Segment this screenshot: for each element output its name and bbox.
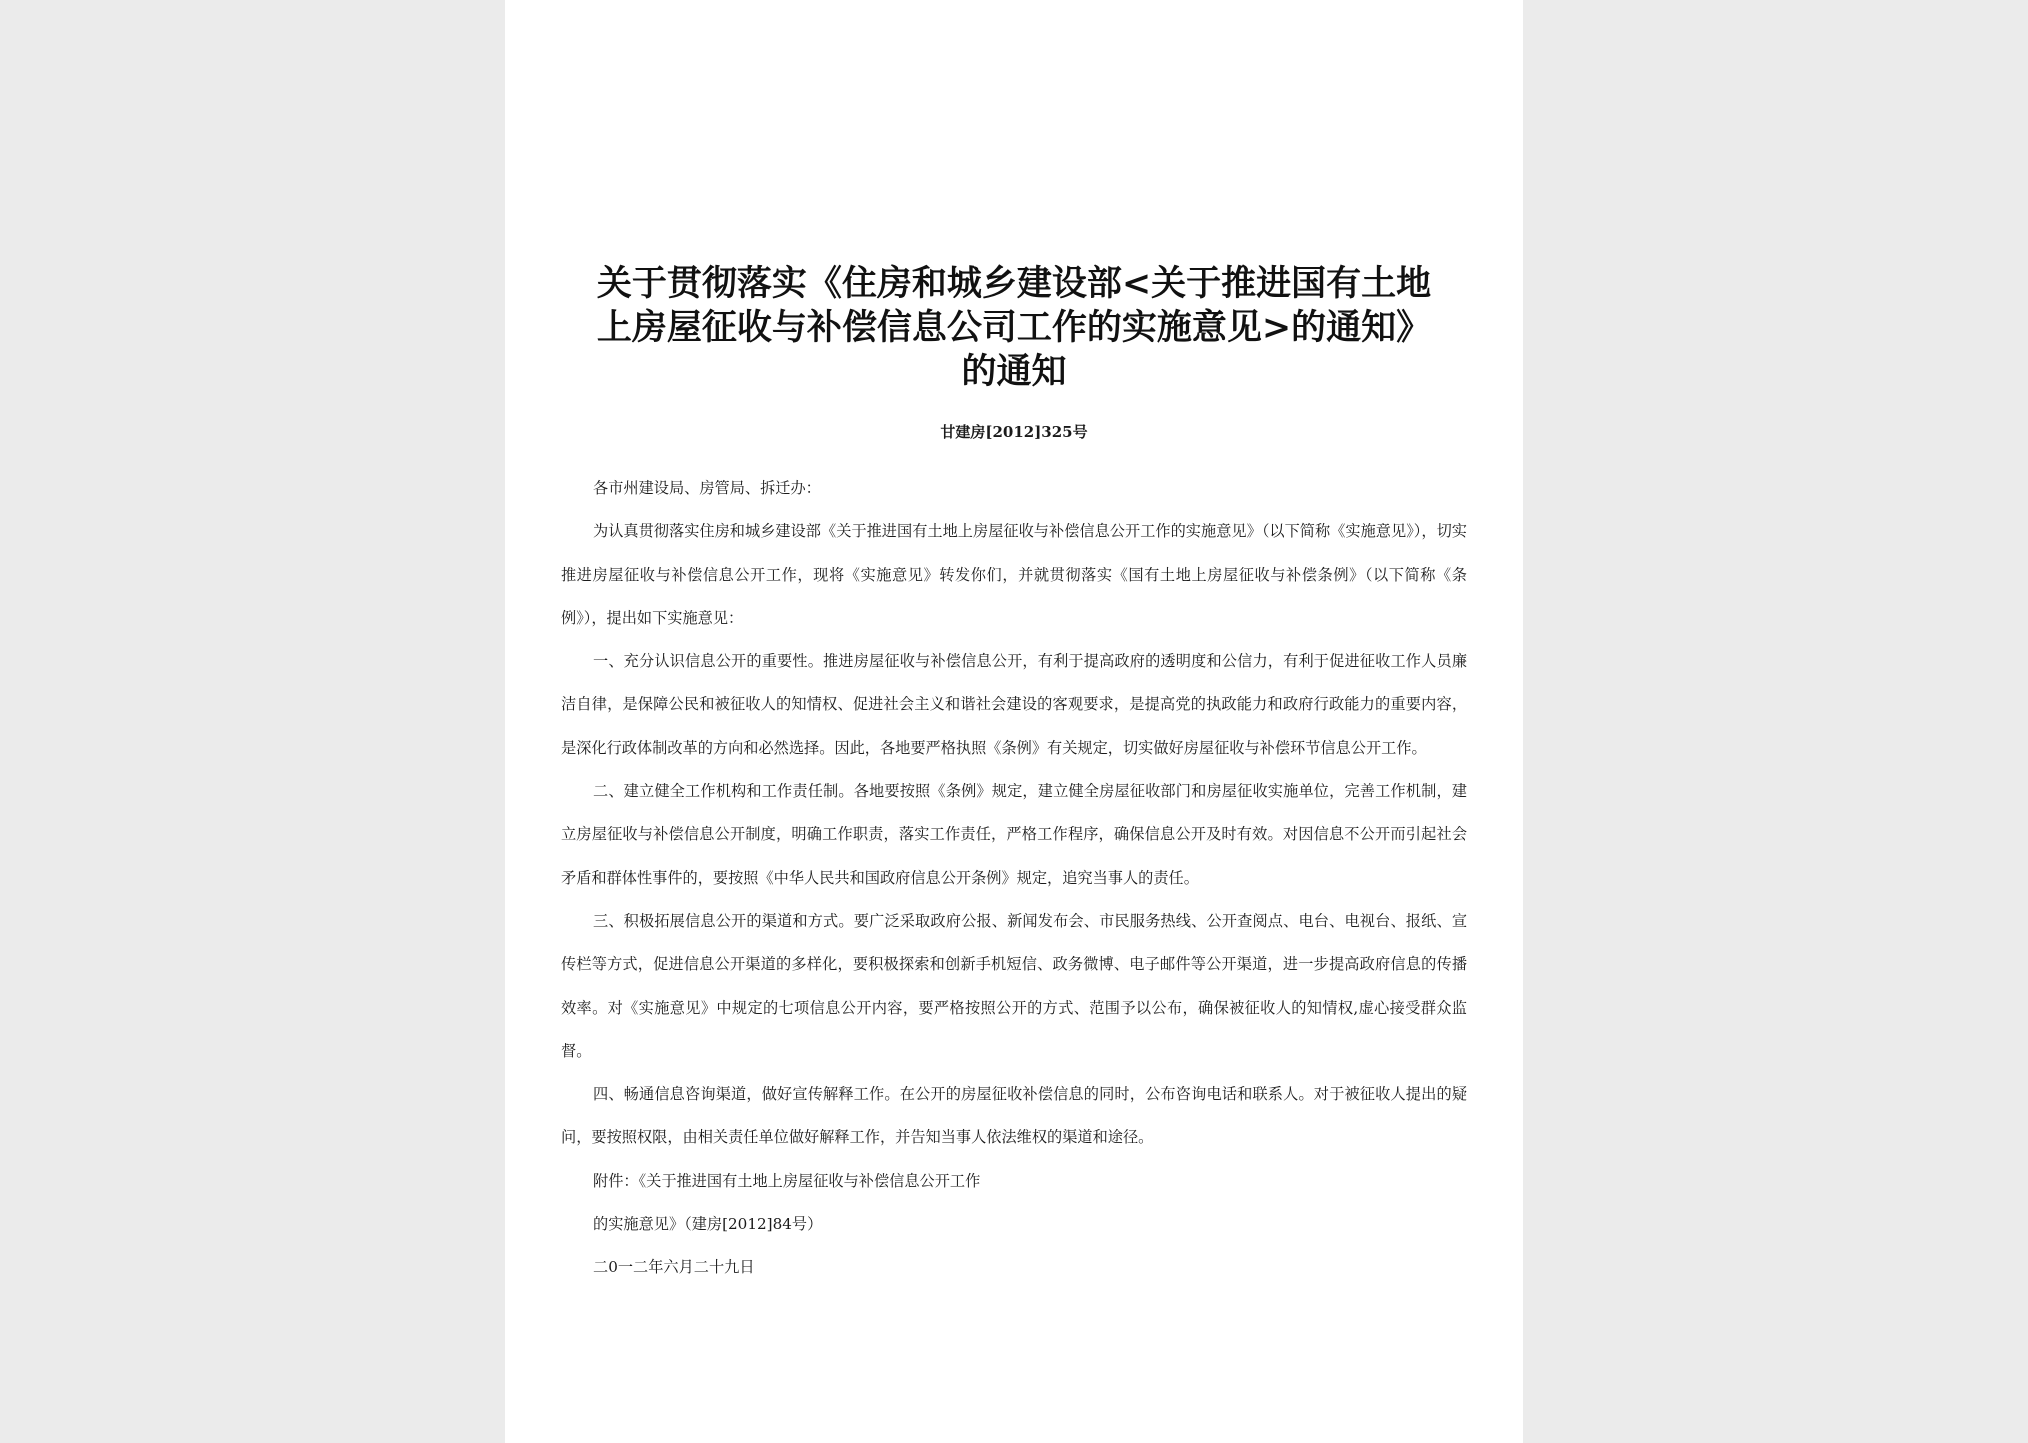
attachment-line-2: 的实施意见》（建房[2012]84号） [593, 1215, 823, 1234]
document-number: 甘建房[2012]325号 [940, 423, 1088, 441]
title-line-3: 的通知 [961, 351, 1067, 392]
attachment-line-1: 附件：《关于推进国有土地上房屋征收与补偿信息公开工作 [593, 1171, 981, 1190]
document-page [505, 0, 1523, 1443]
document-date: 二0一二年六月二十九日 [593, 1258, 755, 1277]
document-title [555, 262, 1473, 394]
paragraph-intro: 为认真贯彻落实住房和城乡建设部《关于推进国有土地上房屋征收与补偿信息公开工作的实施意见》（以下简称《实施意见》），切实推进房屋征收与补偿信息公开工作，现将《实施意见》转发你们，并就贯彻落实《国有土地上房屋征收与补偿条例》（以下简称《条例》），提出如下实施意见： [561, 522, 1467, 627]
paragraph-section-2: 二、建立健全工作机构和工作责任制。各地要按照《条例》规定，建立健全房屋征收部门和房屋征收实施单位，完善工作机制，建立房屋征收与补偿信息公开制度，明确工作职责，落实工作责任，严格工作程序，确保信息公开及时有效。对因信息不公开而引起社会矛盾和群体性事件的，要按照《中华人民共和国政府信息公开条例》规定，追究当事人的责任。 [561, 782, 1467, 887]
title-line-2: 上房屋征收与补偿信息公司工作的实施意见>的通知》 [596, 307, 1432, 348]
paragraph-section-1: 一、充分认识信息公开的重要性。推进房屋征收与补偿信息公开，有利于提高政府的透明度和公信力，有利于促进征收工作人员廉洁自律，是保障公民和被征收人的知情权、促进社会主义和谐社会建设的客观要求，是提高党的执政能力和政府行政能力的重要内容，是深化行政体制改革的方向和必然选择。因此，各地要严格执照《条例》有关规定，切实做好房屋征收与补偿环节信息公开工作。 [561, 652, 1467, 757]
paragraph-section-3: 三、积极拓展信息公开的渠道和方式。要广泛采取政府公报、新闻发布会、市民服务热线、公开查阅点、电台、电视台、报纸、宣传栏等方式，促进信息公开渠道的多样化，要积极探索和创新手机短信、政务微博、电子邮件等公开渠道，进一步提高政府信息的传播效率。对《实施意见》中规定的七项信息公开内容，要严格按照公开的方式、范围予以公布，确保被征收人的知情权,虚心接受群众监督。 [561, 911, 1467, 1060]
title-line-1: 关于贯彻落实《住房和城乡建设部<关于推进国有土地 [596, 263, 1432, 304]
document-body [561, 467, 1467, 1290]
addressee: 各市州建设局、房管局、拆迁办： [593, 479, 821, 497]
paragraph-section-4: 四、畅通信息咨询渠道，做好宣传解释工作。在公开的房屋征收补偿信息的同时，公布咨询电话和联系人。对于被征收人提出的疑问，要按照权限，由相关责任单位做好解释工作，并告知当事人依法维权的渠道和途径。 [561, 1085, 1467, 1147]
